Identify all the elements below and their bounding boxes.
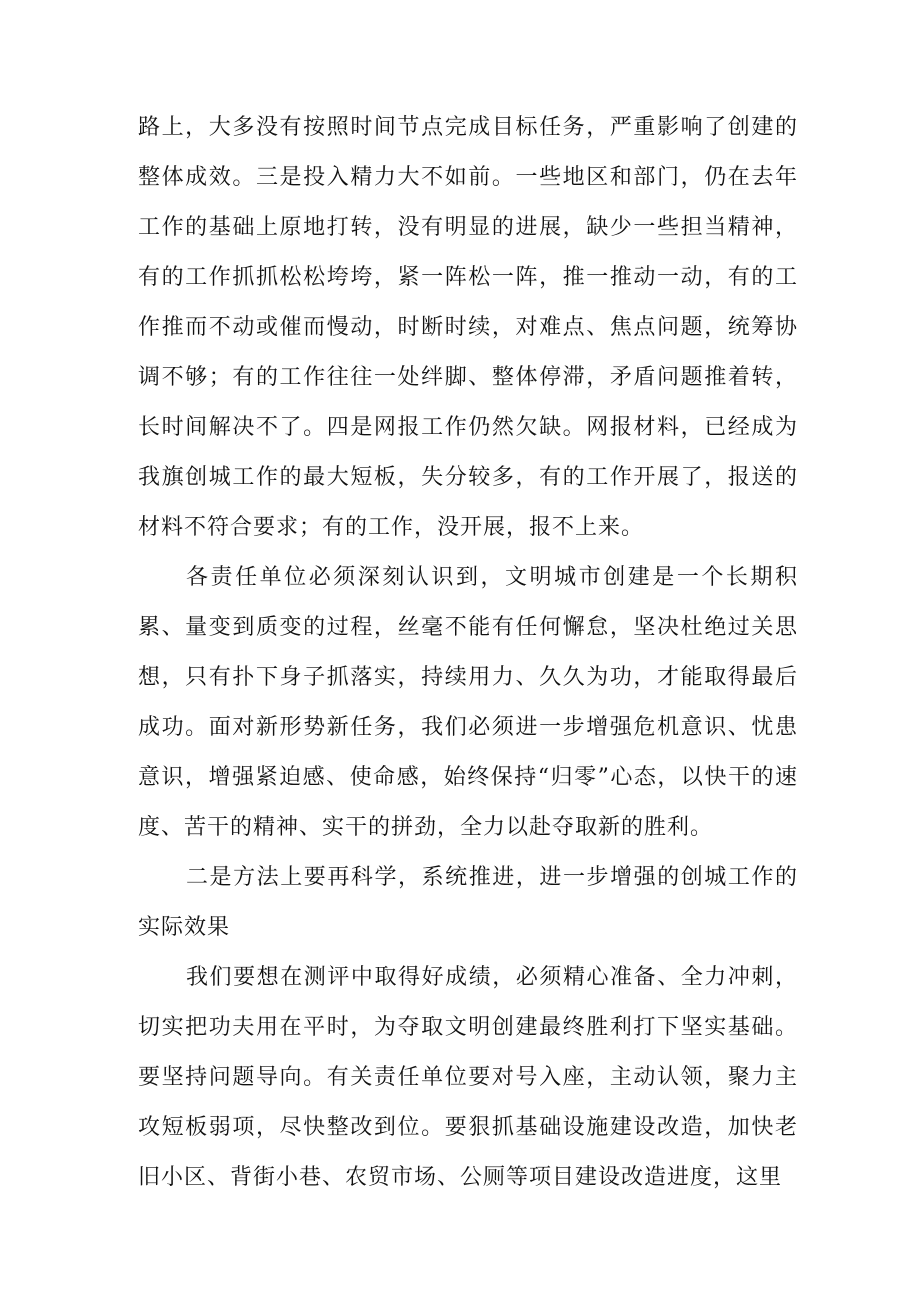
section-heading: 二是方法上要再科学，系统推进，进一步增强的创城工作的实际效果: [138, 865, 798, 940]
paragraph-3: 我们要想在测评中取得好成绩，必须精心准备、全力冲刺，切实把功夫用在平时，为夺取文明创建最终胜利打下坚实基础。要坚持问题导向。有关责任单位要对号入座，主动认领，聚力主攻短板弱项，尽快整改到位。要狠抓基础设施建设改造，加快老旧小区、背街小巷、农贸市场、公厕等项目建设改造进度，这里: [138, 965, 798, 1190]
document-body: [138, 103, 798, 1203]
paragraph-2: 各责任单位必须深刻认识到，文明城市创建是一个长期积累、量变到质变的过程，丝毫不能有任何懈怠，坚决杜绝过关思想，只有扑下身子抓落实，持续用力、久久为功，才能取得最后成功。面对新形势新任务，我们必须进一步增强危机意识、忧患意识，增强紧迫感、使命感，始终保持“归零”心态，以快干的速度、苦干的精神、实干的拼劲，全力以赴夺取新的胜利。: [138, 565, 798, 840]
paragraph-1: 路上，大多没有按照时间节点完成目标任务，严重影响了创建的整体成效。三是投入精力大不如前。一些地区和部门，仍在去年工作的基础上原地打转，没有明显的进展，缺少一些担当精神，有的工作抓抓松松垮垮，紧一阵松一阵，推一推动一动，有的工作推而不动或催而慢动，时断时续，对难点、焦点问题，统筹协调不够；有的工作往往一处绊脚、整体停滞，矛盾问题推着转，长时间解决不了。四是网报工作仍然欠缺。网报材料，已经成为我旗创城工作的最大短板，失分较多，有的工作开展了，报送的材料不符合要求；有的工作，没开展，报不上来。: [138, 115, 798, 540]
